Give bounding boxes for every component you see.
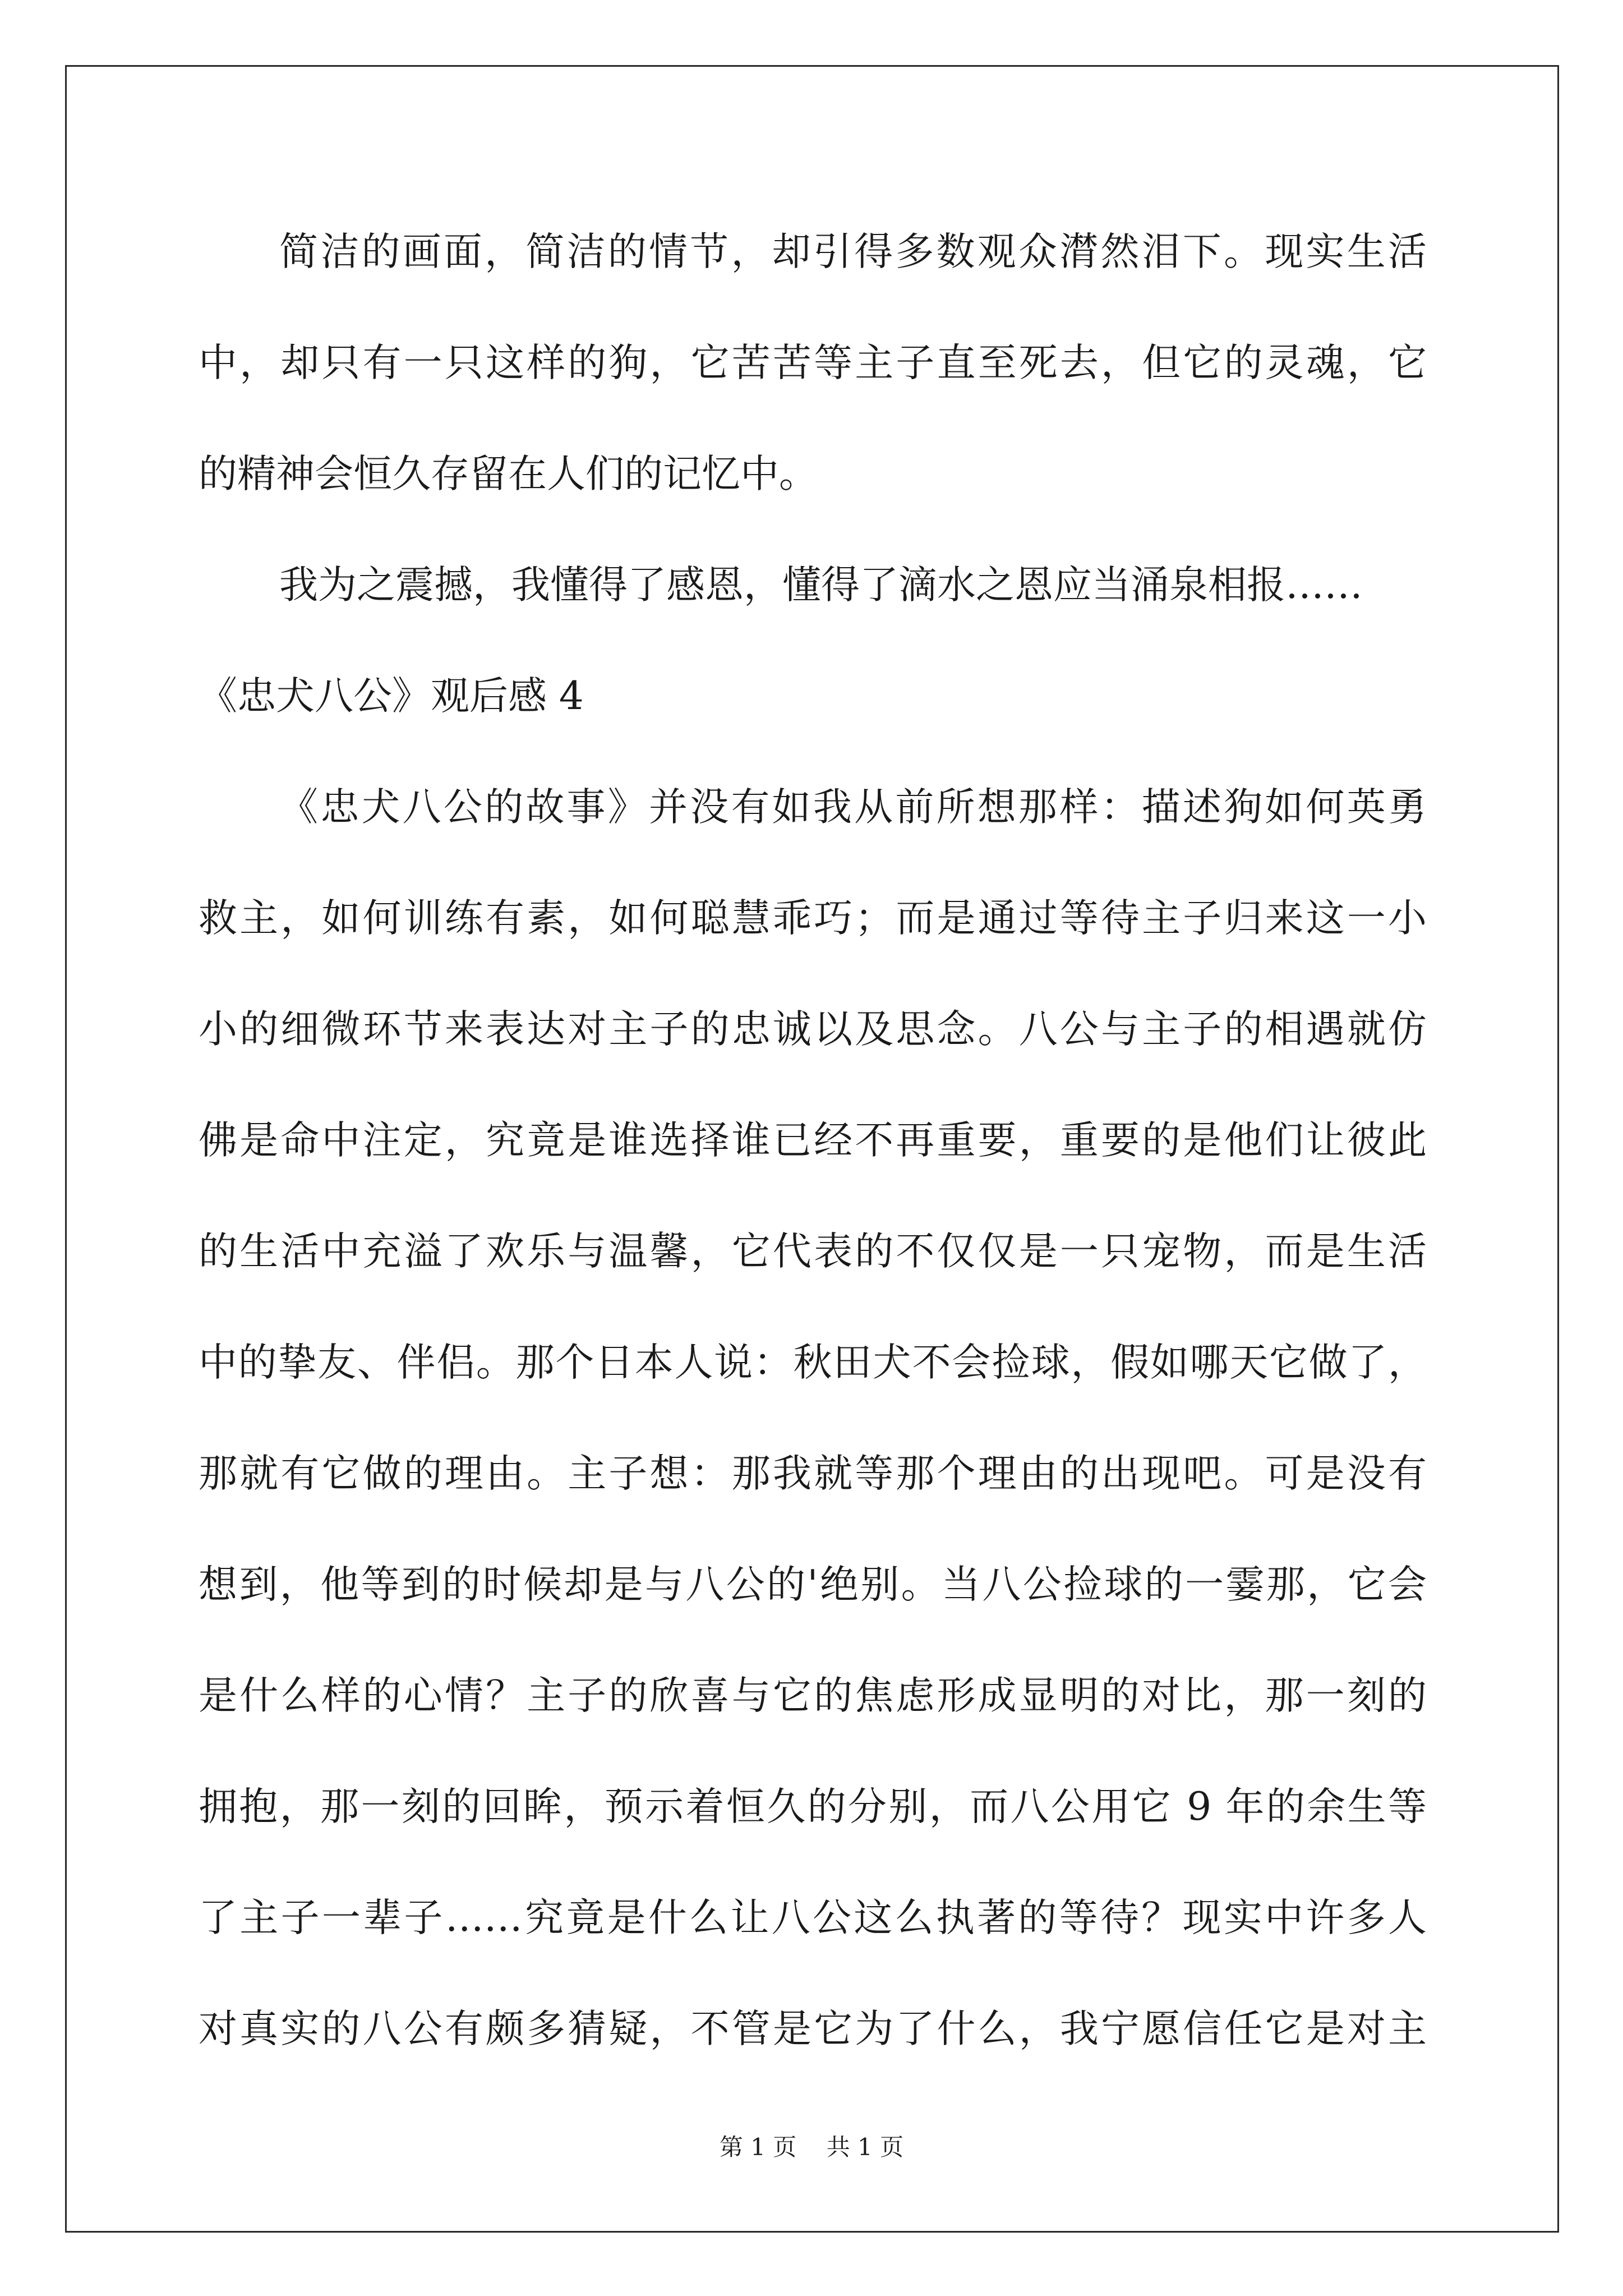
paragraph-line: 中的挚友、伴侣。那个日本人说：秋田犬不会捡球，假如哪天它做了， <box>199 1340 1427 1385</box>
paragraph-line: 是什么样的心情？主子的欣喜与它的焦虑形成显明的对比，那一刻的 <box>199 1673 1427 1718</box>
page-footer: 第 1 页 共 1 页 <box>719 2133 904 2161</box>
paragraph-line: 了主子一辈子……究竟是什么让八公这么执著的等待？现实中许多人 <box>199 1895 1427 1940</box>
paragraph-line: 小的细微环节来表达对主子的忠诚以及思念。八公与主子的相遇就仿 <box>199 1007 1427 1052</box>
paragraph-line: 救主，如何训练有素，如何聪慧乖巧；而是通过等待主子归来这一小 <box>199 896 1427 941</box>
paragraph-line: 佛是命中注定，究竟是谁选择谁已经不再重要，重要的是他们让彼此 <box>199 1118 1427 1163</box>
paragraph-line: 想到，他等到的时候却是与八公的'绝别。当八公捡球的一霎那，它会 <box>199 1562 1427 1607</box>
paragraph-line: 那就有它做的理由。主子想：那我就等那个理由的出现吧。可是没有 <box>199 1451 1427 1496</box>
paragraph-line: 我为之震撼，我懂得了感恩，懂得了滴水之恩应当涌泉相报…… <box>279 563 1363 608</box>
document-body <box>199 217 1427 2105</box>
paragraph-line: 中，却只有一只这样的狗，它苦苦等主子直至死去，但它的灵魂，它 <box>199 341 1427 385</box>
paragraph-line: 《忠犬八公的故事》并没有如我从前所想那样：描述狗如何英勇 <box>279 785 1427 830</box>
paragraph-line: 对真实的八公有颇多猜疑，不管是它为了什么，我宁愿信任它是对主 <box>199 2007 1427 2051</box>
paragraph-line: 的生活中充溢了欢乐与温馨，它代表的不仅仅是一只宠物，而是生活 <box>199 1229 1427 1274</box>
paragraph-line: 的精神会恒久存留在人们的记忆中。 <box>199 452 818 496</box>
paragraph-line: 拥抱，那一刻的回眸，预示着恒久的分别，而八公用它 9 年的余生等 <box>199 1784 1427 1829</box>
section-heading: 《忠犬八公》观后感 4 <box>199 674 584 719</box>
paragraph-line: 简洁的画面，简洁的情节，却引得多数观众潸然泪下。现实生活 <box>279 229 1427 274</box>
